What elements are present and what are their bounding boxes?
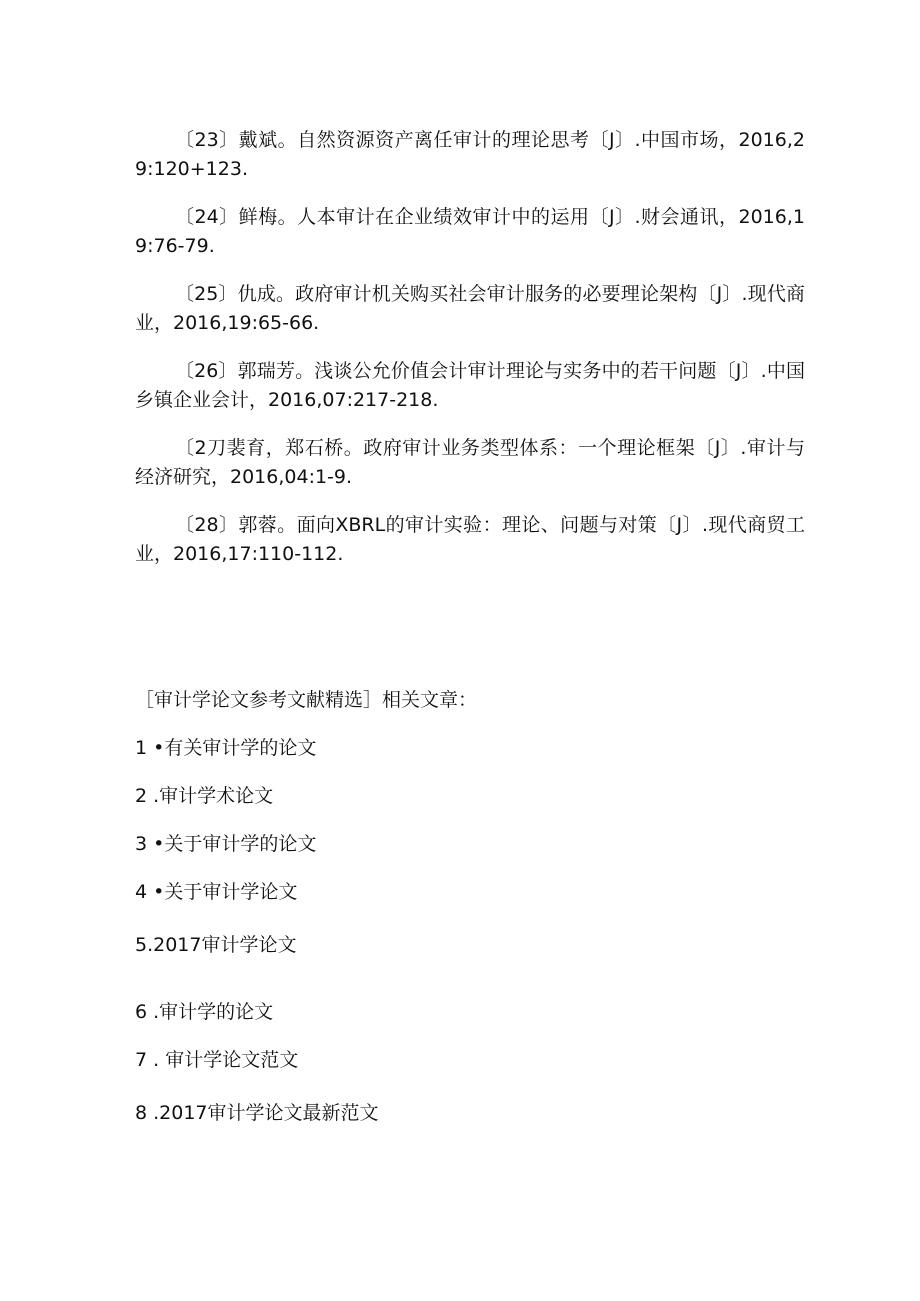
- reference-item: 〔25〕仇成。政府审计机关购买社会审计服务的必要理论架构〔J〕.现代商业，2016,19:65-66.: [135, 283, 805, 334]
- reference-item: 〔24〕鲜梅。人本审计在企业绩效审计中的运用〔J〕.财会通讯，2016,19:76-79.: [135, 206, 805, 257]
- related-article-link[interactable]: 5.2017审计学论文: [135, 934, 297, 956]
- related-article-link[interactable]: 6 .审计学的论文: [135, 1001, 274, 1023]
- related-article-link[interactable]: 4 •关于审计学论文: [135, 881, 298, 903]
- related-article-link[interactable]: 8 .2017审计学论文最新范文: [135, 1102, 379, 1124]
- reference-list: [135, 126, 805, 588]
- reference-item: 〔2刀裴育，郑石桥。政府审计业务类型体系：一个理论框架〔J〕.审计与经济研究，2016,04:1-9.: [135, 437, 805, 488]
- reference-item: 〔26〕郭瑞芳。浅谈公允价值会计审计理论与实务中的若干问题〔J〕.中国乡镇企业会计，2016,07:217-218.: [135, 360, 805, 411]
- related-article-link[interactable]: 7 . 审计学论文范文: [135, 1049, 299, 1071]
- reference-item: 〔28〕郭蓉。面向XBRL的审计实验：理论、问题与对策〔J〕.现代商贸工业，2016,17:110-112.: [135, 514, 805, 565]
- related-article-link[interactable]: 2 .审计学术论文: [135, 785, 274, 807]
- related-article-link[interactable]: 3 •关于审计学的论文: [135, 833, 317, 855]
- reference-item: 〔23〕戴斌。自然资源资产离任审计的理论思考〔J〕.中国市场，2016,29:120+123.: [135, 129, 805, 180]
- related-article-link[interactable]: 1 •有关审计学的论文: [135, 737, 317, 759]
- related-articles-heading: ［审计学论文参考文献精选］相关文章：: [135, 689, 478, 711]
